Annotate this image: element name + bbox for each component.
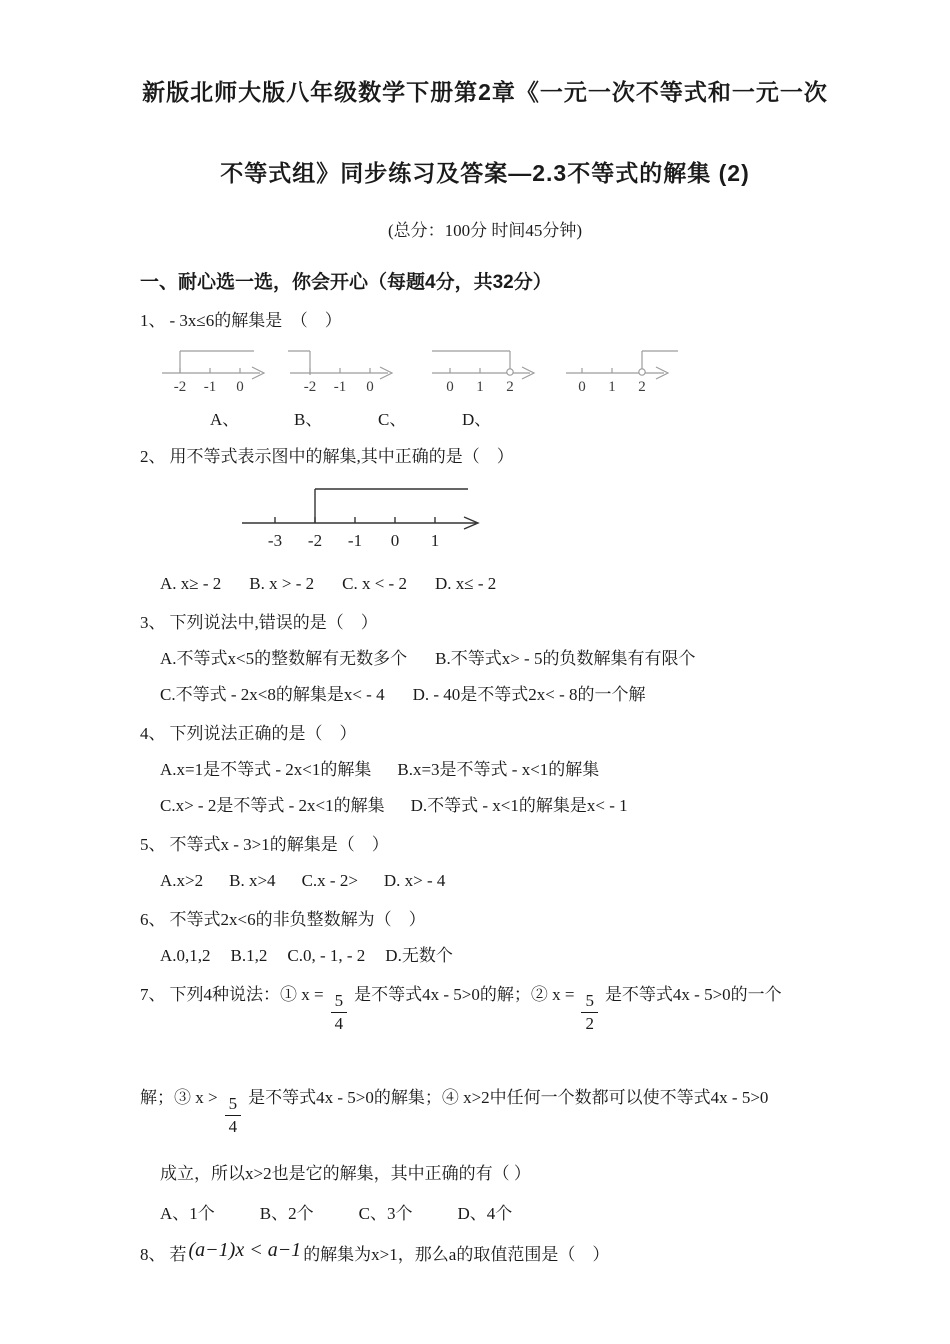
- option-a: A.x>2: [160, 871, 204, 890]
- option-d: D.不等式 - x<1的解集是x< - 1: [410, 796, 628, 815]
- option-a: A.不等式x<5的整数解有无数多个: [160, 649, 408, 668]
- open-endpoint-circle: [639, 369, 645, 375]
- choice-label-d: D、: [462, 410, 492, 429]
- question-7: [140, 982, 830, 1226]
- question-7-options: [140, 1202, 830, 1226]
- question-6: [140, 908, 830, 968]
- question-1-number: 1、: [140, 311, 166, 330]
- tick-label: 2: [506, 379, 514, 395]
- q1-number-line-b: [288, 341, 400, 395]
- q7-segment-4: 解；③ x >: [140, 1088, 218, 1108]
- fraction-5-4: [331, 991, 348, 1033]
- question-1-text: - 3x≤6的解集是 （ ）: [169, 311, 342, 330]
- fraction-denominator: 2: [585, 1013, 594, 1033]
- question-6-stem: [140, 908, 830, 932]
- question-5-options: [140, 869, 830, 893]
- q7-segment-3: 是不等式4x - 5>0的一个: [604, 985, 782, 1004]
- option-a: A.x=1是不等式 - 2x<1的解集: [160, 760, 372, 779]
- question-4-options-row2: [140, 794, 830, 818]
- tick-label: -3: [267, 531, 283, 550]
- question-3-options-row2: [140, 683, 830, 707]
- tick-label: -2: [307, 531, 323, 550]
- choice-label-c: C、: [378, 410, 407, 429]
- q1-number-line-d: [564, 341, 682, 395]
- question-7-line3: 成立，所以x>2也是它的解集，其中正确的有（ ）: [160, 1164, 531, 1184]
- option-c: C.x> - 2是不等式 - 2x<1的解集: [160, 796, 385, 815]
- question-4-stem: [140, 722, 830, 746]
- tick-label: 0: [236, 379, 244, 395]
- option-a: A.0,1,2: [160, 946, 211, 965]
- question-8-number: 8、: [140, 1245, 166, 1265]
- question-7-number: 7、: [140, 985, 166, 1004]
- q7-segment-2: 是不等式4x - 5>0的解；② x =: [354, 985, 575, 1004]
- option-c: C. x < - 2: [342, 574, 407, 593]
- choice-label-b: B、: [294, 410, 323, 429]
- option-d: D、4个: [457, 1204, 513, 1224]
- question-4-text: 下列说法正确的是（ ）: [169, 724, 357, 743]
- tick-label: -1: [347, 531, 363, 550]
- tick-label: 0: [390, 531, 400, 550]
- option-b: B. x>4: [229, 871, 276, 890]
- question-8: [140, 1239, 830, 1267]
- q2-number-line-diagram: [240, 477, 500, 555]
- question-2-number: 2、: [140, 447, 166, 466]
- q7-segment-1: 下列4种说法：① x =: [169, 985, 324, 1004]
- option-d: D. x≤ - 2: [434, 574, 497, 593]
- question-4-number: 4、: [140, 724, 166, 743]
- option-b: B.不等式x> - 5的负数解集有有限个: [435, 649, 696, 668]
- option-b: B.x=3是不等式 - x<1的解集: [397, 760, 600, 779]
- tick-label: 1: [430, 531, 440, 550]
- q8-prefix: 若: [169, 1245, 187, 1265]
- question-5: [140, 833, 830, 893]
- question-3-options-row1: [140, 647, 830, 671]
- score-time-subtitle: (总分：100分 时间45分钟): [387, 221, 583, 240]
- fraction-denominator: 4: [228, 1116, 238, 1136]
- document-title-line2: 不等式组》同步练习及答案—2.3不等式的解集 (2): [220, 160, 750, 186]
- q8-inequality-formula: (a−1)x < a−1: [188, 1239, 302, 1262]
- section-1-heading: 一、耐心选一选，你会开心（每题4分，共32分）: [140, 272, 552, 293]
- fraction-numerator: 5: [331, 991, 348, 1013]
- question-6-text: 不等式2x<6的非负整数解为（ ）: [169, 910, 426, 929]
- q1-number-line-c: [430, 341, 542, 395]
- question-7-line1: [140, 982, 830, 1033]
- question-8-stem: [140, 1239, 830, 1267]
- question-7-line2: [140, 1085, 830, 1136]
- question-2: [140, 445, 830, 596]
- tick-label: 1: [608, 379, 616, 395]
- open-endpoint-circle: [507, 369, 513, 375]
- option-c: C.不等式 - 2x<8的解集是x< - 4: [160, 685, 385, 704]
- question-2-options: [140, 572, 830, 596]
- fraction-5-2: [581, 991, 598, 1033]
- question-3: [140, 611, 830, 707]
- q1-choice-labels: [140, 405, 830, 430]
- option-b: B.1,2: [230, 946, 268, 965]
- option-b: B. x > - 2: [249, 574, 315, 593]
- question-3-number: 3、: [140, 613, 166, 632]
- tick-label: 2: [638, 379, 646, 395]
- question-2-text: 用不等式表示图中的解集,其中正确的是（ ）: [169, 447, 514, 466]
- question-4: [140, 722, 830, 818]
- tick-label: 1: [476, 379, 484, 395]
- option-a: A. x≥ - 2: [160, 574, 222, 593]
- option-a: A、1个: [160, 1204, 215, 1224]
- question-5-number: 5、: [140, 835, 166, 854]
- question-5-text: 不等式x - 3>1的解集是（ ）: [169, 835, 389, 854]
- fraction-numerator: 5: [581, 991, 598, 1013]
- option-d: D.无数个: [385, 946, 453, 965]
- tick-label: -1: [203, 379, 217, 395]
- option-d: D. - 40是不等式2x< - 8的一个解: [412, 685, 646, 704]
- tick-label: -2: [173, 379, 187, 395]
- question-3-stem: [140, 611, 830, 635]
- q1-number-line-a: [160, 341, 272, 395]
- question-6-number: 6、: [140, 910, 166, 929]
- question-1: [140, 309, 830, 430]
- q1-number-line-diagrams: [140, 341, 830, 395]
- option-c: C.0, - 1, - 2: [287, 946, 366, 965]
- fraction-numerator: 5: [225, 1094, 242, 1116]
- question-4-options-row1: [140, 758, 830, 782]
- question-6-options: [140, 944, 830, 968]
- document-title-line1: 新版北师大版八年级数学下册第2章《一元一次不等式和一元一次: [142, 79, 828, 105]
- choice-label-a: A、: [210, 410, 240, 429]
- fraction-5-4: [225, 1094, 242, 1136]
- fraction-denominator: 4: [334, 1013, 344, 1033]
- tick-label: -1: [333, 379, 347, 395]
- tick-label: 0: [366, 379, 374, 395]
- q8-suffix: 的解集为x>1，那么a的取值范围是（ ）: [303, 1245, 610, 1265]
- option-d: D. x> - 4: [383, 871, 446, 890]
- tick-label: 0: [578, 379, 586, 395]
- option-c: C、3个: [358, 1204, 413, 1224]
- tick-label: 0: [446, 379, 454, 395]
- option-b: B、2个: [259, 1204, 314, 1224]
- question-2-stem: [140, 445, 830, 469]
- q7-segment-5: 是不等式4x - 5>0的解集；④ x>2中任何一个数都可以使不等式4x - 5>0: [248, 1088, 769, 1108]
- option-c: C.x - 2>: [301, 871, 358, 890]
- question-1-stem: [140, 309, 830, 333]
- tick-label: -2: [303, 379, 317, 395]
- question-3-text: 下列说法中,错误的是（ ）: [169, 613, 378, 632]
- question-5-stem: [140, 833, 830, 857]
